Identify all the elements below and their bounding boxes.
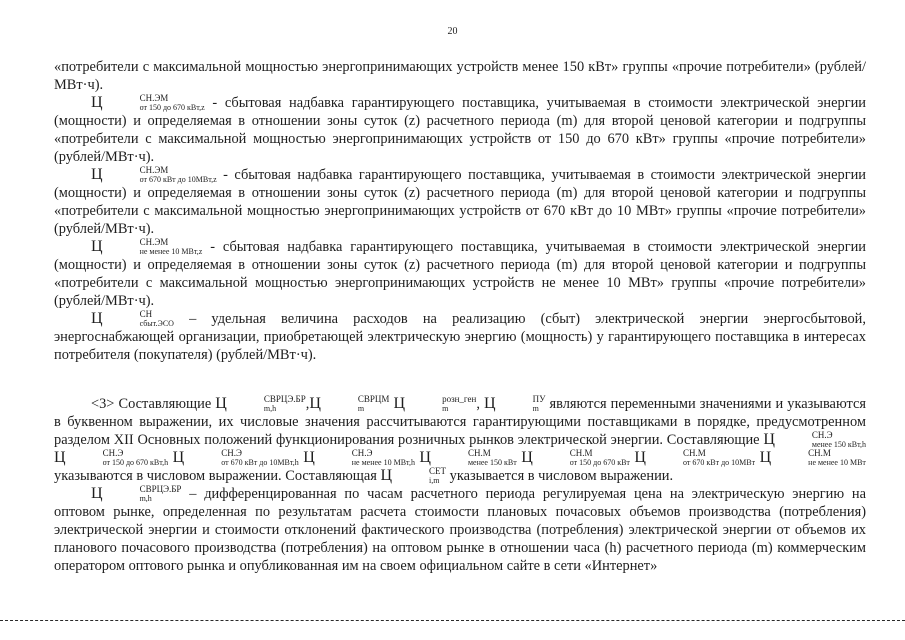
formula-indices [431, 449, 517, 467]
note-text: <3> Составляющие [91, 396, 216, 412]
formula-superscript: СН.М [569, 448, 593, 458]
separator: , [476, 396, 480, 412]
formula-superscript: СН [139, 309, 153, 319]
formula-symbol: Ц [309, 395, 321, 412]
definition-text: – удельная величина расходов на реализацию (сбыт) электрической энергии энергосбытовой, энергоснабжающей организации, приобретающей электрическую энергию (мощность) у гарантирующего поставщика в интересах потребителя (покупателя) (рублей/МВт·ч). [54, 311, 866, 363]
formula-subscript: m,h [263, 404, 277, 413]
formula-superscript: СН.ЭМ [139, 165, 169, 175]
formula-superscript: СВРЦМ [357, 394, 390, 404]
formula-indices [321, 395, 390, 413]
formula-indices [392, 467, 446, 485]
formula-indices [771, 449, 866, 467]
formula-superscript: СН.М [682, 448, 706, 458]
formula-subscript: менее 150 кВт [467, 458, 517, 467]
formula-superscript: СН.Э [221, 448, 242, 458]
formula-symbol: Ц [91, 310, 103, 327]
formula-symbol: Ц [380, 467, 393, 484]
formula-symbol: Ц [419, 449, 431, 466]
definition-text: - сбытовая надбавка гарантирующего поставщика, учитываемая в стоимости электрической энергии (мощности) и определяемая в отношении зоны суток (z) расчетного периода (m) для второй ценовой категории и подгруппы «потребители с максимальной мощностью энергопринимающих устройств не менее 10 МВт» группы «прочие потребители» (рублей/МВт·ч). [54, 239, 866, 309]
formula-symbol: Ц [172, 449, 185, 466]
formula-symbol: Ц [303, 449, 315, 466]
formula-subscript: i,m [429, 476, 440, 485]
formula-superscript: СН.ЭМ [139, 237, 169, 247]
formula-symbol: Ц [393, 395, 406, 412]
formula-subscript: от 150 до 670 кВт,z [139, 103, 205, 112]
formula-symbol: Ц [763, 431, 775, 448]
formula-symbol: Ц [91, 485, 103, 502]
formula-superscript: СН.ЭМ [139, 93, 169, 103]
formula-indices [103, 310, 174, 328]
formula-superscript: розн_ген [442, 394, 477, 404]
formula-symbol: Ц [215, 395, 227, 412]
formula-indices [103, 485, 182, 503]
formula-symbol: Ц [91, 166, 103, 183]
formula-superscript: ПУ [532, 394, 546, 404]
formula-superscript: СН.Э [351, 448, 373, 458]
document-body [54, 58, 866, 575]
formula-superscript: СЕТ [429, 466, 447, 476]
definition-paragraph-wholesale-price [54, 485, 866, 575]
definition-paragraph-eso [54, 310, 866, 364]
formula-subscript: не менее 10 МВт [808, 458, 866, 467]
formula-indices [646, 449, 755, 467]
formula-superscript: СВРЦЭ.БР [139, 484, 182, 494]
formula-symbol: Ц [91, 238, 103, 255]
formula-symbol: Ц [634, 449, 646, 466]
formula-subscript: от 670 кВт до 10МВт,h [221, 458, 299, 467]
formula-subscript: не менее 10 МВт,h [351, 458, 415, 467]
formula-indices [103, 94, 205, 112]
formula-indices [103, 166, 217, 184]
formula-superscript: СВРЦЭ.БР [263, 394, 306, 404]
formula-superscript: СН.М [808, 448, 831, 458]
formula-subscript: от 150 до 670 кВт [569, 458, 630, 467]
formula-subscript: m,h [139, 494, 152, 503]
formula-indices [103, 238, 203, 256]
note-text: указывается в числовом выражении. [446, 468, 674, 484]
formula-indices [227, 395, 306, 413]
formula-symbol: Ц [759, 449, 772, 466]
formula-symbol: Ц [91, 94, 103, 111]
page-cut-line [0, 620, 905, 621]
formula-indices [184, 449, 299, 467]
formula-symbol: Ц [484, 395, 496, 412]
formula-indices [315, 449, 415, 467]
formula-subscript: сбыт.ЭСО [139, 319, 174, 328]
formula-symbol: Ц [521, 449, 533, 466]
note-text: являются переменными значениями и указываются в буквенном выражении, их числовые значения рассчитываются гарантирующими поставщиками в порядке, предусмотренном разделом XII Основных положений функционирования розничных рынков электрической энергии. Составляющие [54, 396, 866, 448]
definition-text: - сбытовая надбавка гарантирующего поставщика, учитываемая в стоимости электрической энергии (мощности) и определяемая в отношении зоны суток (z) расчетного периода (m) для второй ценовой категории и подгруппы «потребители с максимальной мощностью энергопринимающих устройств от 150 до 670 кВт» группы «прочие потребители» (рублей/МВт·ч). [54, 95, 866, 165]
formula-indices [775, 431, 866, 449]
formula-subscript: от 670 кВт до 10МВт,z [139, 175, 217, 184]
formula-superscript: СН.Э [811, 430, 833, 440]
formula-subscript: m [532, 404, 539, 413]
formula-indices [496, 395, 546, 413]
note-text: указываются в числовом выражении. Составляющая [54, 468, 381, 484]
formula-superscript: СН.Э [102, 448, 124, 458]
definition-paragraph-150-670 [54, 94, 866, 166]
paragraph-continuation: «потребители с максимальной мощностью энергопринимающих устройств менее 150 кВт» группы «прочие потребители» (рублей/МВт·ч). [54, 59, 866, 93]
definition-paragraph-670-10 [54, 166, 866, 238]
formula-subscript: менее 150 кВт,h [811, 440, 866, 449]
formula-subscript: m [442, 404, 449, 413]
formula-subscript: не менее 10 МВт,z [139, 247, 203, 256]
definition-text: - сбытовая надбавка гарантирующего поставщика, учитываемая в стоимости электрической энергии (мощности) и определяемая в отношении зоны суток (z) расчетного периода (m) для второй ценовой категории и подгруппы «потребители с максимальной мощностью энергопринимающих устройств от 670 кВт до 10 МВт» группы «прочие потребители» (рублей/МВт·ч). [54, 167, 866, 237]
formula-subscript: m [357, 404, 365, 413]
page-number: 20 [447, 26, 458, 37]
separator: , [305, 396, 310, 412]
note-3-paragraph [54, 395, 866, 485]
formula-indices [405, 395, 476, 413]
formula-superscript: СН.М [467, 448, 491, 458]
definition-text: – дифференцированная по часам расчетного периода регулируемая цена на электрическую энергию на оптовом рынке, определенная по результатам расчета стоимости плановых почасовых объемов производства (потребления) электрической энергии и стоимости отклонений фактического производства (потребления) электрической энергии от объемов их планового почасового производства (потребления) на оптовом рынке в отношении часа (h) расчетного периода (m) коммерческим оператором оптового рынка и опубликованная им на своем официальном сайте в сети «Интернет» [54, 486, 866, 574]
formula-symbol: Ц [54, 449, 66, 466]
formula-indices [533, 449, 630, 467]
formula-indices [66, 449, 169, 467]
definition-paragraph-10mw [54, 238, 866, 310]
formula-subscript: от 150 до 670 кВт,h [102, 458, 169, 467]
formula-subscript: от 670 кВт до 10МВт [682, 458, 756, 467]
